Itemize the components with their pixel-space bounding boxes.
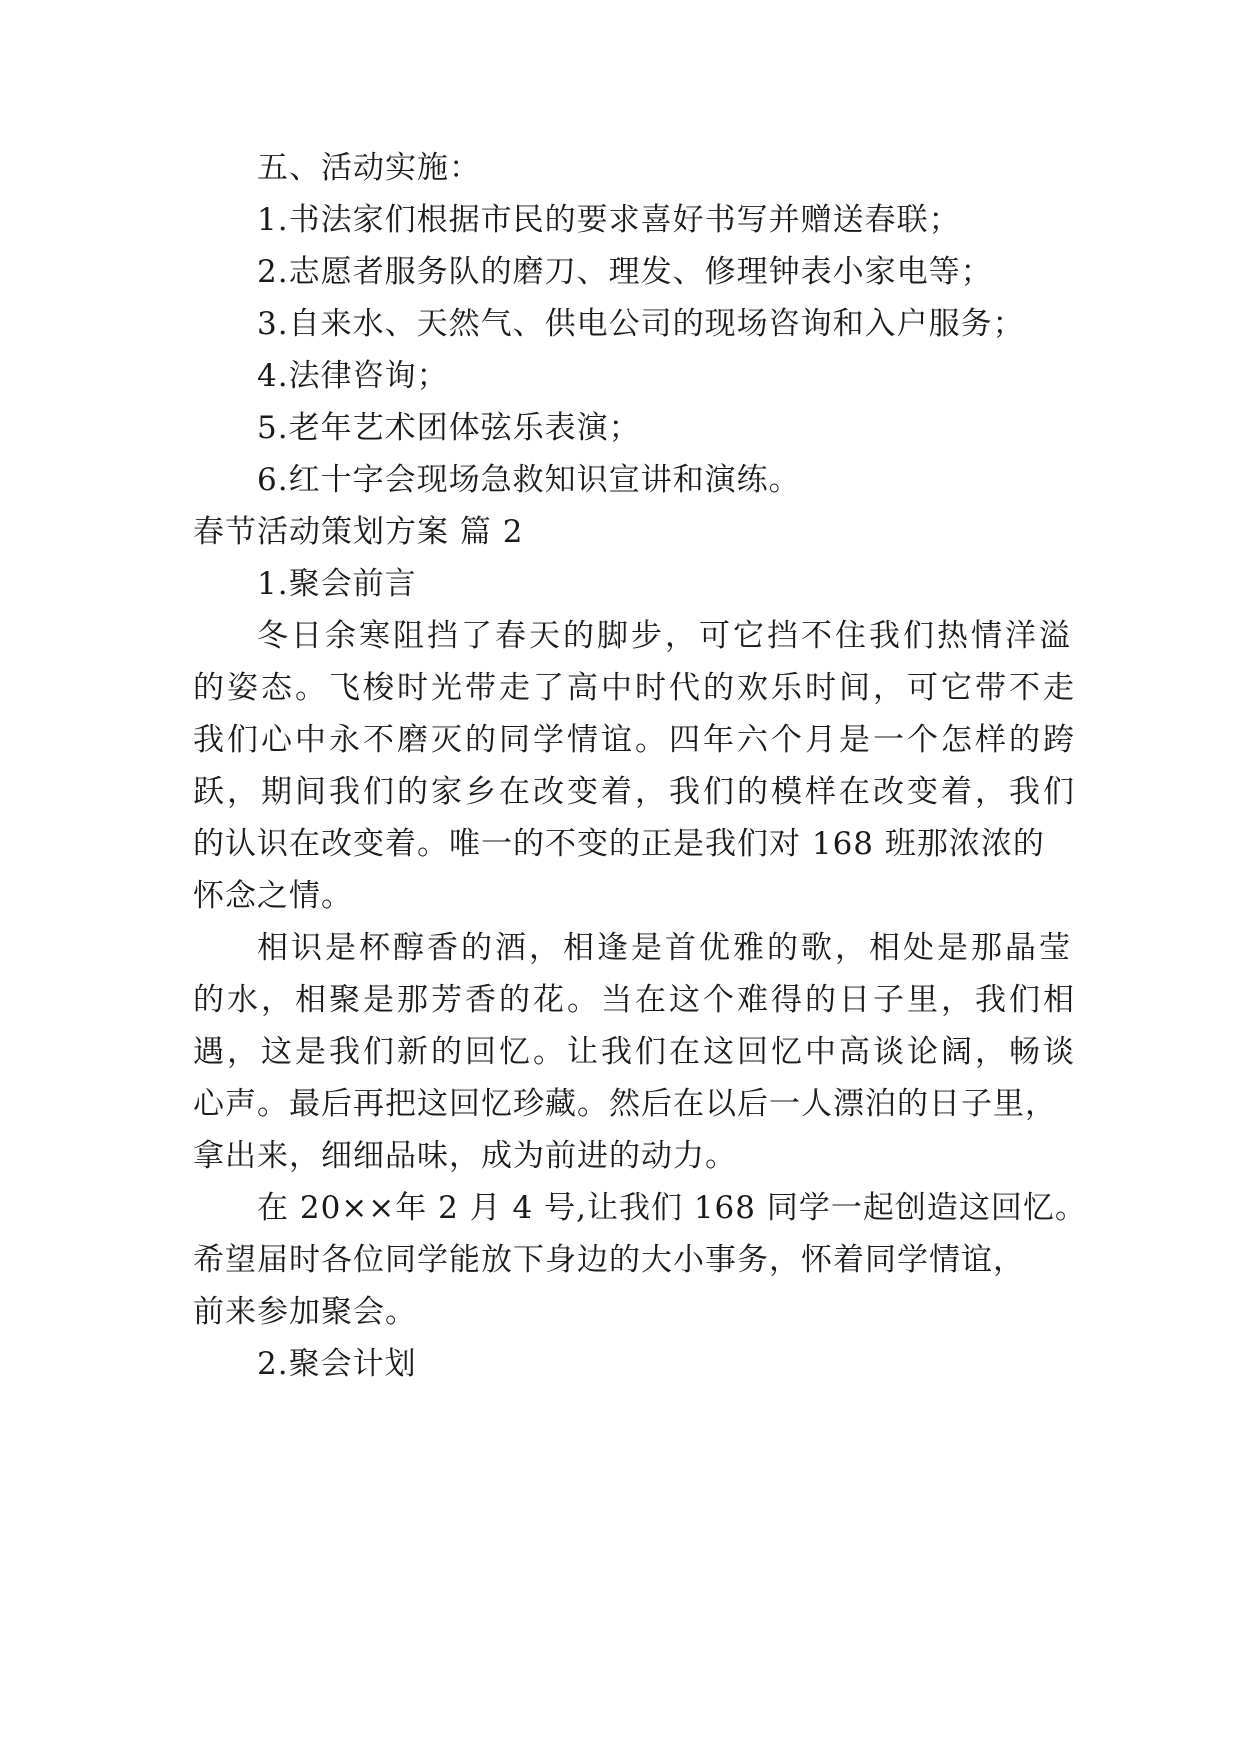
subheading: 1.聚会前言 <box>257 566 417 602</box>
paragraph-line: 前来参加聚会。 <box>193 1294 417 1330</box>
paragraph-line: 冬日余寒阻挡了春天的脚步，可它挡不住我们热情洋溢 <box>257 618 1073 654</box>
list-item: 5.老年艺术团体弦乐表演； <box>257 410 641 446</box>
section-heading: 五、活动实施： <box>257 150 481 186</box>
paragraph-line: 相识是杯醇香的酒，相逢是首优雅的歌，相处是那晶莹 <box>257 930 1073 966</box>
paragraph-line: 我们心中永不磨灭的同学情谊。四年六个月是一个怎样的跨 <box>193 722 1077 758</box>
paragraph-line: 的水，相聚是那芳香的花。当在这个难得的日子里，我们相 <box>193 982 1077 1018</box>
list-item: 4.法律咨询； <box>257 358 449 394</box>
paragraph-line: 心声。最后再把这回忆珍藏。然后在以后一人漂泊的日子里， <box>193 1086 1057 1122</box>
list-item: 3.自来水、天然气、供电公司的现场咨询和入户服务； <box>257 306 1025 342</box>
paragraph-line: 希望届时各位同学能放下身边的大小事务，怀着同学情谊， <box>193 1242 1025 1278</box>
list-item: 2.志愿者服务队的磨刀、理发、修理钟表小家电等； <box>257 254 993 290</box>
paragraph-line: 在 20××年 2 月 4 号,让我们 168 同学一起创造这回忆。 <box>257 1190 1087 1226</box>
paragraph-line: 跃，期间我们的家乡在改变着，我们的模样在改变着，我们 <box>193 774 1077 810</box>
paragraph-line: 拿出来，细细品味，成为前进的动力。 <box>193 1138 737 1174</box>
list-item: 1.书法家们根据市民的要求喜好书写并赠送春联； <box>257 202 961 238</box>
subheading: 2.聚会计划 <box>257 1346 417 1382</box>
paragraph-line: 怀念之情。 <box>193 878 353 914</box>
paragraph-line: 遇，这是我们新的回忆。让我们在这回忆中高谈论阔，畅谈 <box>193 1034 1077 1070</box>
list-item: 6.红十字会现场急救知识宣讲和演练。 <box>257 462 801 498</box>
article-title: 春节活动策划方案 篇 2 <box>193 514 524 550</box>
paragraph-line: 的姿态。飞梭时光带走了高中时代的欢乐时间，可它带不走 <box>193 670 1077 706</box>
paragraph-line: 的认识在改变着。唯一的不变的正是我们对 168 班那浓浓的 <box>193 826 1045 862</box>
